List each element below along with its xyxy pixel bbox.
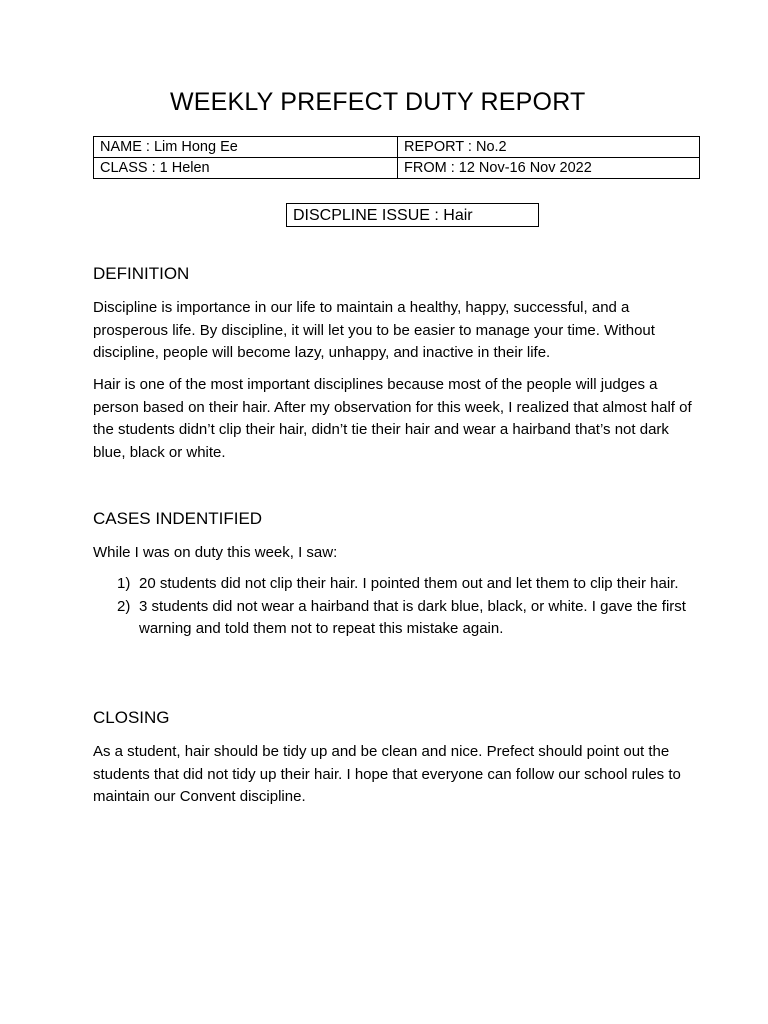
report-date-range: FROM : 12 Nov-16 Nov 2022 [398, 158, 700, 179]
report-info-table [93, 136, 700, 179]
report-title: WEEKLY PREFECT DUTY REPORT [170, 88, 586, 116]
list-item [93, 573, 693, 596]
list-item-number: 1) [117, 575, 131, 592]
report-number: REPORT : No.2 [398, 137, 700, 158]
cases-intro: While I was on duty this week, I saw: [93, 544, 338, 561]
closing-paragraph: As a student, hair should be tidy up and be clean and nice. Prefect should point out the students that did not tidy up their hair. I hope that everyone can follow our school rules to maintain our Convent discipline. [93, 743, 681, 805]
cases-heading: CASES INDENTIFIED [93, 509, 263, 528]
list-item [93, 596, 693, 641]
cases-list [93, 573, 693, 641]
definition-paragraph-2: Hair is one of the most important disciplines because most of the people will judges a person based on their hair. After my observation for this week, I realized that almost half of the students didn’t clip their hair, didn’t tie their hair and wear a hairband that’s not dark blue, black or white. [93, 376, 692, 461]
discipline-issue-box: DISCPLINE ISSUE : Hair [286, 203, 539, 227]
list-item-number: 2) [117, 597, 131, 615]
info-row [94, 137, 700, 158]
student-name: NAME : Lim Hong Ee [94, 137, 398, 158]
list-item-text: 3 students did not wear a hairband that is dark blue, black, or white. I gave the first warning and told them not to repeat this mistake again. [139, 597, 686, 637]
definition-heading: DEFINITION [93, 264, 190, 283]
list-item-text: 20 students did not clip their hair. I pointed them out and let them to clip their hair. [139, 575, 679, 592]
closing-heading: CLOSING [93, 708, 170, 727]
student-class: CLASS : 1 Helen [94, 158, 398, 179]
info-row [94, 158, 700, 179]
definition-paragraph-1: Discipline is importance in our life to maintain a healthy, happy, successful, and a prosperous life. By discipline, it will let you to be easier to manage your time. Without discipline, people will become lazy, unhappy, and inactive in their life. [93, 299, 655, 361]
